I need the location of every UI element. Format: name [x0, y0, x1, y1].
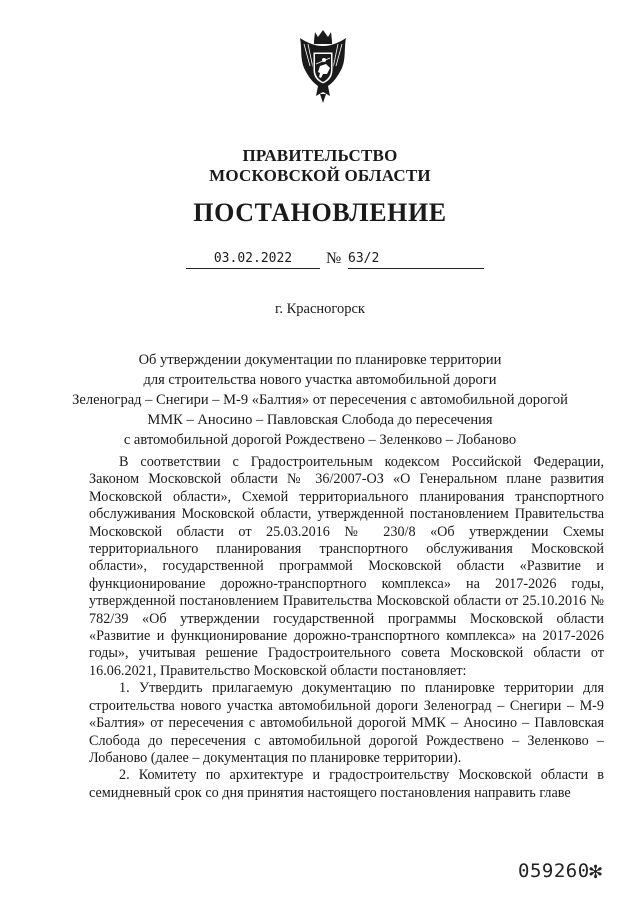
serial-number: 059260 — [518, 860, 590, 882]
subject-line: ММК – Аносино – Павловская Слобода до пересечения — [147, 412, 493, 428]
resolution-item-1: 1. Утвердить прилагаемую документацию по планировке территории для строительства нового участка автомобильной дороги Зеленоград – Снегири – М-9 «Балтия» от пересечения с автомобильной дорогой ММК – Аносино – Павловская Слобода до пересечения с автомобильной дорогой Рождествено – Зеленково – Лобаново (далее – документация по планировке территории). — [89, 680, 604, 766]
government-name-line2: МОСКОВСКОЙ ОБЛАСТИ — [209, 166, 431, 185]
coat-of-arms-icon — [296, 28, 350, 106]
registration-line — [0, 250, 640, 270]
document-body — [89, 454, 604, 802]
resolution-item-2: 2. Комитету по архитектуре и градостроительству Московской области в семидневный срок со дня принятия настоящего постановления направить главе — [89, 767, 604, 801]
registration-number: 63/2 — [348, 250, 484, 269]
document-subject — [70, 350, 570, 450]
serial-star-icon: ✻ — [588, 862, 604, 883]
preamble-paragraph: В соответствии с Градостроительным кодексом Российской Федерации, Законом Московской области № 36/2007-ОЗ «О Генеральном плане развития Московской области», Схемой территориального планирования транспортного обслуживания Московской области, утвержденной постановлением Правительства Московской области от 25.03.2016 № 230/8 «Об утверждении Схемы территориального планирования транспортного обслуживания Московской области», государственной программой Московской области «Развитие и функционирование дорожно-транспортного комплекса» на 2017-2026 годы, утвержденной постановлением Правительства Московской области от 25.10.2016 № 782/39 «Об утверждении государственной программы Московской области «Развитие и функционирование дорожно-транспортного комплекса» на 2017-2026 годы», учитывая решение Градостроительного совета Московской области от 16.06.2021, Правительство Московской области постановляет: — [89, 454, 604, 679]
subject-line: Зеленоград – Снегири – М-9 «Балтия» от пересечения с автомобильной дорогой — [72, 392, 568, 408]
subject-line: с автомобильной дорогой Рождествено – Зеленково – Лобаново — [123, 432, 517, 448]
government-name-line1: ПРАВИТЕЛЬСТВО — [242, 146, 398, 165]
document-type-title: ПОСТАНОВЛЕНИЕ — [193, 198, 447, 227]
registration-date: 03.02.2022 — [186, 250, 320, 269]
subject-line: для строительства нового участка автомобильной дороги — [143, 372, 497, 388]
subject-line: Об утверждении документации по планировке территории — [138, 352, 502, 368]
number-sign: № — [326, 250, 342, 267]
city-name: г. Красногорск — [275, 301, 365, 317]
